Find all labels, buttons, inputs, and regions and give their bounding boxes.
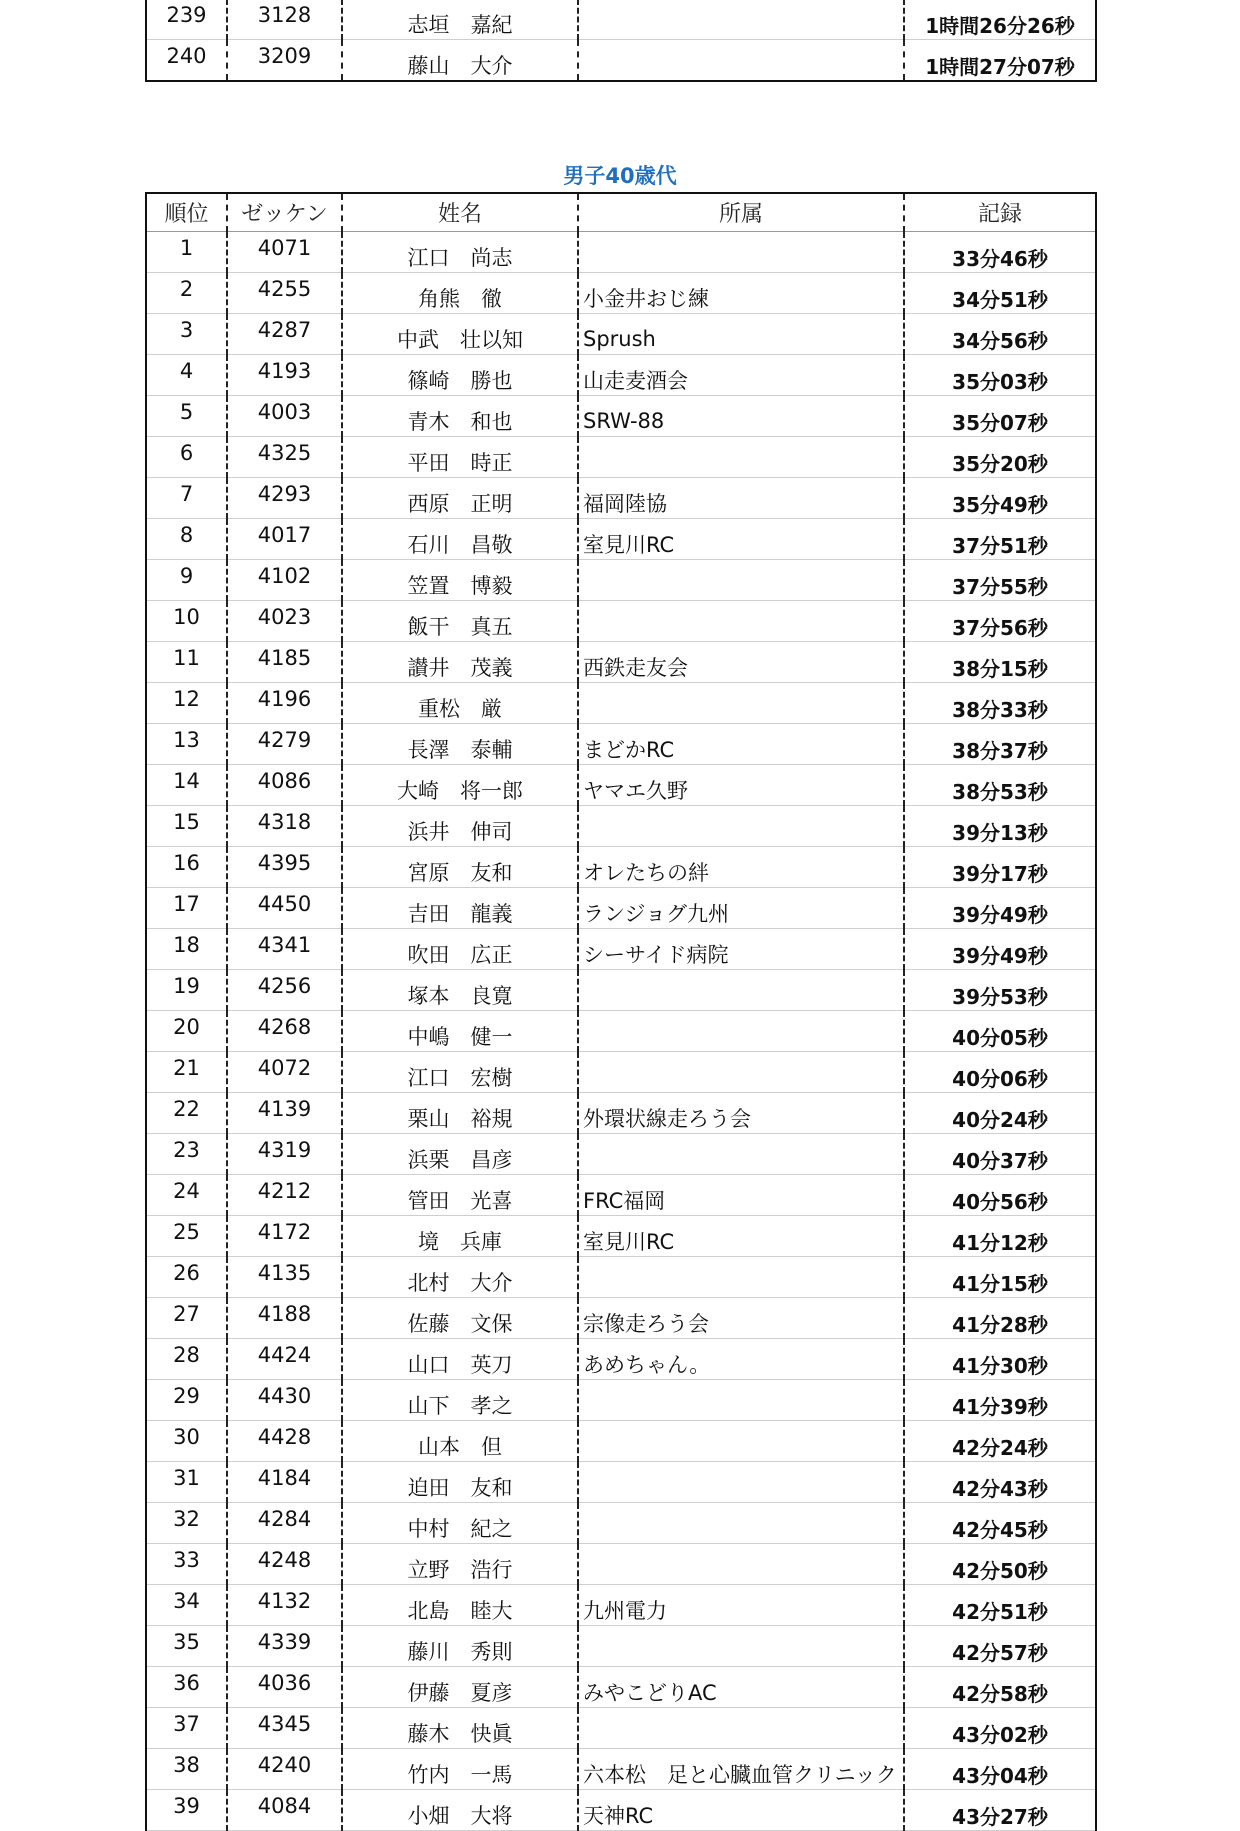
bib-cell: 4248 [227,1544,342,1585]
table-row [146,1790,1096,1831]
affiliation-cell [578,1503,904,1544]
rank-cell: 10 [146,601,227,642]
bib-cell: 4212 [227,1175,342,1216]
record-cell: 39分49秒 [904,929,1096,970]
name-cell: 大崎 将一郎 [342,765,578,806]
affiliation-cell: 小金井おじ練 [578,273,904,314]
bib-cell: 4255 [227,273,342,314]
name-cell: 中村 紀之 [342,1503,578,1544]
table-row [146,970,1096,1011]
record-cell: 41分39秒 [904,1380,1096,1421]
rank-cell: 29 [146,1380,227,1421]
record-cell: 42分45秒 [904,1503,1096,1544]
rank-cell: 18 [146,929,227,970]
affiliation-cell [578,1421,904,1462]
header-name: 姓名 [342,193,578,232]
table-row [146,806,1096,847]
record-cell: 40分56秒 [904,1175,1096,1216]
rank-cell: 9 [146,560,227,601]
table-row [146,1339,1096,1380]
table-row [146,601,1096,642]
name-cell: 佐藤 文保 [342,1298,578,1339]
name-cell: 立野 浩行 [342,1544,578,1585]
name-cell: 江口 宏樹 [342,1052,578,1093]
bib-cell: 4279 [227,724,342,765]
affiliation-cell: まどかRC [578,724,904,765]
record-cell: 40分37秒 [904,1134,1096,1175]
rank-cell: 32 [146,1503,227,1544]
affiliation-cell [578,1134,904,1175]
bib-cell: 4395 [227,847,342,888]
bib-cell: 4341 [227,929,342,970]
rank-cell: 34 [146,1585,227,1626]
bib-cell: 4256 [227,970,342,1011]
bib-cell: 3128 [227,0,342,40]
name-cell: 栗山 裕規 [342,1093,578,1134]
header-record: 記録 [904,193,1096,232]
table-row [146,1216,1096,1257]
affiliation-cell: 外環状線走ろう会 [578,1093,904,1134]
name-cell: 角熊 徹 [342,273,578,314]
table-row [146,478,1096,519]
results-table [145,192,1097,1831]
table-row [146,560,1096,601]
rank-cell: 19 [146,970,227,1011]
table-row [146,1298,1096,1339]
bib-cell: 4185 [227,642,342,683]
header-affiliation: 所属 [578,193,904,232]
rank-cell: 7 [146,478,227,519]
rank-cell: 20 [146,1011,227,1052]
rank-cell: 38 [146,1749,227,1790]
rank-cell: 27 [146,1298,227,1339]
record-cell: 43分04秒 [904,1749,1096,1790]
name-cell: 中嶋 健一 [342,1011,578,1052]
record-cell: 42分43秒 [904,1462,1096,1503]
name-cell: 青木 和也 [342,396,578,437]
name-cell: 讃井 茂義 [342,642,578,683]
affiliation-cell [578,1011,904,1052]
table-row [146,273,1096,314]
affiliation-cell [578,40,904,82]
record-cell: 38分37秒 [904,724,1096,765]
name-cell: 境 兵庫 [342,1216,578,1257]
table-row [146,1257,1096,1298]
bib-cell: 4135 [227,1257,342,1298]
affiliation-cell [578,806,904,847]
bib-cell: 4339 [227,1626,342,1667]
results-table-header [146,193,1096,232]
rank-cell: 14 [146,765,227,806]
bib-cell: 4193 [227,355,342,396]
table-row [146,765,1096,806]
table-row [146,1626,1096,1667]
section-title-text: 男子40歳代 [563,164,677,188]
table-row [146,40,1096,82]
rank-cell: 28 [146,1339,227,1380]
name-cell: 北島 睦大 [342,1585,578,1626]
bib-cell: 3209 [227,40,342,82]
table-row [146,1749,1096,1790]
name-cell: 藤川 秀則 [342,1626,578,1667]
record-cell: 38分33秒 [904,683,1096,724]
affiliation-cell: 西鉄走友会 [578,642,904,683]
bib-cell: 4325 [227,437,342,478]
record-cell: 41分30秒 [904,1339,1096,1380]
table-row [146,1462,1096,1503]
affiliation-cell [578,232,904,273]
affiliation-cell: SRW-88 [578,396,904,437]
name-cell: 志垣 嘉紀 [342,0,578,40]
bib-cell: 4172 [227,1216,342,1257]
affiliation-cell: みやこどりAC [578,1667,904,1708]
rank-cell: 16 [146,847,227,888]
rank-cell: 36 [146,1667,227,1708]
bib-cell: 4293 [227,478,342,519]
table-row [146,1503,1096,1544]
record-cell: 34分56秒 [904,314,1096,355]
bib-cell: 4287 [227,314,342,355]
name-cell: 藤山 大介 [342,40,578,82]
record-cell: 37分55秒 [904,560,1096,601]
record-cell: 42分50秒 [904,1544,1096,1585]
record-cell: 42分57秒 [904,1626,1096,1667]
name-cell: 平田 時正 [342,437,578,478]
bib-cell: 4188 [227,1298,342,1339]
rank-cell: 30 [146,1421,227,1462]
record-cell: 37分51秒 [904,519,1096,560]
name-cell: 重松 厳 [342,683,578,724]
name-cell: 吹田 広正 [342,929,578,970]
record-cell: 33分46秒 [904,232,1096,273]
name-cell: 笠置 博毅 [342,560,578,601]
rank-cell: 23 [146,1134,227,1175]
affiliation-cell [578,1052,904,1093]
table-row [146,929,1096,970]
table-row [146,1544,1096,1585]
table-row [146,724,1096,765]
record-cell: 34分51秒 [904,273,1096,314]
rank-cell: 6 [146,437,227,478]
record-cell: 39分53秒 [904,970,1096,1011]
table-row [146,1175,1096,1216]
record-cell: 40分06秒 [904,1052,1096,1093]
table-row [146,888,1096,929]
bib-cell: 4345 [227,1708,342,1749]
table-row [146,847,1096,888]
rank-cell: 8 [146,519,227,560]
affiliation-cell: Sprush [578,314,904,355]
affiliation-cell: 福岡陸協 [578,478,904,519]
table-row [146,1380,1096,1421]
rank-cell: 17 [146,888,227,929]
name-cell: 浜栗 昌彦 [342,1134,578,1175]
name-cell: 管田 光喜 [342,1175,578,1216]
name-cell: 中武 壮以知 [342,314,578,355]
name-cell: 長澤 泰輔 [342,724,578,765]
rank-cell: 12 [146,683,227,724]
affiliation-cell [578,970,904,1011]
rank-cell: 5 [146,396,227,437]
name-cell: 篠崎 勝也 [342,355,578,396]
bib-cell: 4319 [227,1134,342,1175]
rank-cell: 13 [146,724,227,765]
rank-cell: 239 [146,0,227,40]
rank-cell: 3 [146,314,227,355]
section-title [0,160,1240,190]
table-row [146,1585,1096,1626]
record-cell: 41分28秒 [904,1298,1096,1339]
bib-cell: 4023 [227,601,342,642]
table-row [146,519,1096,560]
record-cell: 38分15秒 [904,642,1096,683]
rank-cell: 1 [146,232,227,273]
bib-cell: 4240 [227,1749,342,1790]
affiliation-cell: あめちゃん。 [578,1339,904,1380]
table-row [146,1667,1096,1708]
bib-cell: 4102 [227,560,342,601]
record-cell: 39分49秒 [904,888,1096,929]
affiliation-cell [578,683,904,724]
record-cell: 43分02秒 [904,1708,1096,1749]
record-cell: 35分49秒 [904,478,1096,519]
affiliation-cell [578,1544,904,1585]
name-cell: 山下 孝之 [342,1380,578,1421]
bib-cell: 4184 [227,1462,342,1503]
name-cell: 宮原 友和 [342,847,578,888]
name-cell: 藤木 快眞 [342,1708,578,1749]
affiliation-cell [578,1708,904,1749]
table-row [146,396,1096,437]
affiliation-cell [578,0,904,40]
table-row [146,1134,1096,1175]
bib-cell: 4268 [227,1011,342,1052]
bib-cell: 4071 [227,232,342,273]
affiliation-cell: 室見川RC [578,519,904,560]
rank-cell: 37 [146,1708,227,1749]
name-cell: 吉田 龍義 [342,888,578,929]
name-cell: 西原 正明 [342,478,578,519]
rank-cell: 24 [146,1175,227,1216]
record-cell: 42分24秒 [904,1421,1096,1462]
bib-cell: 4139 [227,1093,342,1134]
bib-cell: 4003 [227,396,342,437]
results-table-body [146,232,1096,1831]
table-row [146,0,1096,40]
rank-cell: 25 [146,1216,227,1257]
affiliation-cell: ランジョグ九州 [578,888,904,929]
previous-results-body [146,0,1096,81]
table-row [146,437,1096,478]
rank-cell: 26 [146,1257,227,1298]
affiliation-cell [578,1626,904,1667]
name-cell: 小畑 大将 [342,1790,578,1831]
header-bib: ゼッケン [227,193,342,232]
affiliation-cell [578,437,904,478]
table-row [146,683,1096,724]
rank-cell: 39 [146,1790,227,1831]
name-cell: 塚本 良寛 [342,970,578,1011]
table-row [146,1011,1096,1052]
table-row [146,314,1096,355]
name-cell: 飯干 真五 [342,601,578,642]
header-row [146,193,1096,232]
bib-cell: 4318 [227,806,342,847]
rank-cell: 35 [146,1626,227,1667]
record-cell: 40分05秒 [904,1011,1096,1052]
bib-cell: 4450 [227,888,342,929]
affiliation-cell: 宗像走ろう会 [578,1298,904,1339]
bib-cell: 4428 [227,1421,342,1462]
table-row [146,1052,1096,1093]
bib-cell: 4196 [227,683,342,724]
affiliation-cell [578,1257,904,1298]
table-row [146,1708,1096,1749]
previous-results-table [145,0,1097,82]
affiliation-cell: 六本松 足と心臓血管クリニック [578,1749,904,1790]
bib-cell: 4084 [227,1790,342,1831]
header-rank: 順位 [146,193,227,232]
name-cell: 山口 英刀 [342,1339,578,1380]
affiliation-cell: 山走麦酒会 [578,355,904,396]
affiliation-cell: FRC福岡 [578,1175,904,1216]
rank-cell: 33 [146,1544,227,1585]
name-cell: 竹内 一馬 [342,1749,578,1790]
bib-cell: 4017 [227,519,342,560]
affiliation-cell [578,601,904,642]
record-cell: 35分07秒 [904,396,1096,437]
affiliation-cell: オレたちの絆 [578,847,904,888]
rank-cell: 11 [146,642,227,683]
name-cell: 迫田 友和 [342,1462,578,1503]
name-cell: 山本 但 [342,1421,578,1462]
affiliation-cell: 天神RC [578,1790,904,1831]
record-cell: 1時間26分26秒 [904,0,1096,40]
record-cell: 39分17秒 [904,847,1096,888]
record-cell: 41分15秒 [904,1257,1096,1298]
affiliation-cell [578,1462,904,1503]
record-cell: 41分12秒 [904,1216,1096,1257]
rank-cell: 2 [146,273,227,314]
rank-cell: 4 [146,355,227,396]
record-cell: 35分03秒 [904,355,1096,396]
rank-cell: 240 [146,40,227,82]
rank-cell: 15 [146,806,227,847]
table-row [146,355,1096,396]
name-cell: 江口 尚志 [342,232,578,273]
record-cell: 43分27秒 [904,1790,1096,1831]
affiliation-cell: 九州電力 [578,1585,904,1626]
name-cell: 伊藤 夏彦 [342,1667,578,1708]
rank-cell: 21 [146,1052,227,1093]
bib-cell: 4430 [227,1380,342,1421]
record-cell: 1時間27分07秒 [904,40,1096,82]
bib-cell: 4424 [227,1339,342,1380]
table-row [146,1421,1096,1462]
name-cell: 北村 大介 [342,1257,578,1298]
record-cell: 35分20秒 [904,437,1096,478]
table-row [146,642,1096,683]
bib-cell: 4072 [227,1052,342,1093]
record-cell: 37分56秒 [904,601,1096,642]
record-cell: 39分13秒 [904,806,1096,847]
bib-cell: 4086 [227,765,342,806]
record-cell: 38分53秒 [904,765,1096,806]
table-row [146,232,1096,273]
bib-cell: 4284 [227,1503,342,1544]
bib-cell: 4132 [227,1585,342,1626]
affiliation-cell: ヤマエ久野 [578,765,904,806]
rank-cell: 31 [146,1462,227,1503]
affiliation-cell: 室見川RC [578,1216,904,1257]
name-cell: 浜井 伸司 [342,806,578,847]
table-row [146,1093,1096,1134]
affiliation-cell [578,1380,904,1421]
record-cell: 42分58秒 [904,1667,1096,1708]
affiliation-cell [578,560,904,601]
affiliation-cell: シーサイド病院 [578,929,904,970]
bib-cell: 4036 [227,1667,342,1708]
record-cell: 42分51秒 [904,1585,1096,1626]
name-cell: 石川 昌敬 [342,519,578,560]
record-cell: 40分24秒 [904,1093,1096,1134]
rank-cell: 22 [146,1093,227,1134]
